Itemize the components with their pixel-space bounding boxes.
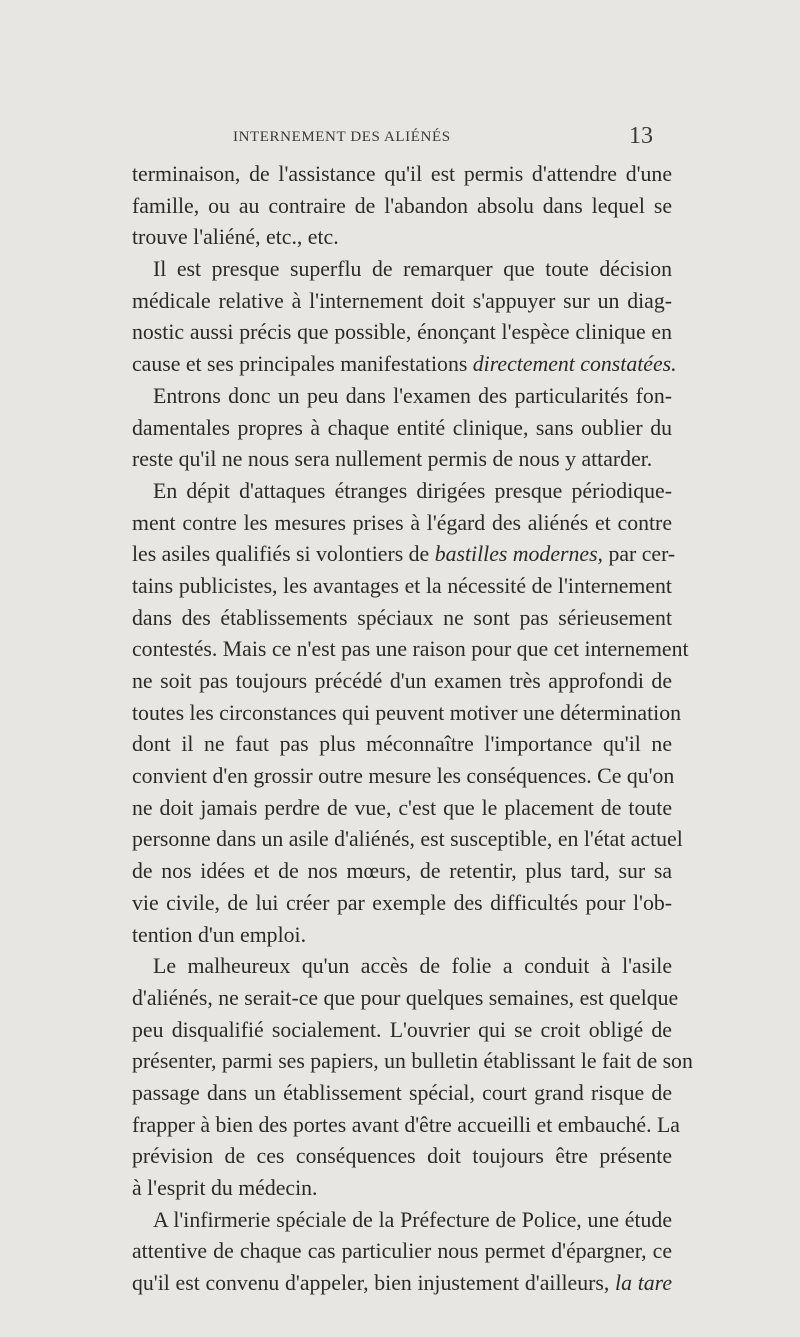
text-segment: ne doit jamais perdre de vue, c'est que le placement de toute [132,795,672,820]
text-segment: ne soit pas toujours précédé d'un examen très approfondi de [132,669,672,693]
text-line [132,983,679,1015]
running-title: INTERNEMENT DES ALIÉNÉS [233,129,451,145]
text-line [132,286,672,318]
text-line [132,856,672,888]
text-segment: trouve l'aliéné, etc., etc. [132,225,339,250]
text-segment: prévision de ces conséquences doit toujours être présente [132,1144,672,1169]
text-segment: présenter, parmi ses papiers, un bulletin établissant le fait de son [132,1049,693,1074]
text-line [132,666,672,698]
text-line [132,1110,680,1142]
text-line [132,824,683,856]
text-line [132,920,672,952]
text-line [132,951,672,983]
page-header [233,123,653,157]
text-segment: à l'esprit du médecin. [132,1176,318,1200]
text-line [132,191,672,223]
text-line [132,571,672,603]
italic-text: directement constatées. [472,352,677,377]
text-segment: attentive de chaque cas particulier nous permet d'épargner, ce [132,1239,672,1264]
italic-text: bastilles modernes, [434,542,603,567]
text-line [132,1141,672,1173]
text-segment: ment contre les mesures prises à l'égard des aliénés et contre [132,510,672,535]
text-line [132,634,689,666]
text-segment: terminaison, de l'assistance qu'il est permis d'attendre d'une [132,162,672,186]
text-segment: peu disqualifié socialement. L'ouvrier qui se croit obligé de [132,1017,672,1042]
text-segment: Entrons donc un peu dans l'examen des particularités fon- [153,383,672,408]
text-segment: vie civile, de lui créer par exemple des difficultés pour l'ob- [132,890,672,915]
text-segment: qu'il est convenu d'appeler, bien injustement d'ailleurs, [132,1271,616,1296]
text-line [132,1173,672,1205]
text-segment: frapper à bien des portes avant d'être accueilli et embauché. La [132,1112,680,1137]
text-line [132,539,676,571]
text-line [132,222,672,254]
text-line [132,698,681,730]
text-line [132,729,672,761]
text-segment: nostic aussi précis que possible, énonçant l'espèce clinique en [132,320,672,345]
text-segment: convient d'en grossir outre mesure les conséquences. Ce qu'on [132,764,675,789]
text-segment: de nos idées et de nos mœurs, de retentir, plus tard, sur sa [132,859,672,884]
text-line [132,1236,672,1268]
text-line [132,349,677,381]
text-segment: Il est presque superflu de remarquer que toute décision [153,257,672,282]
text-line [132,159,672,191]
body-text [132,159,693,1300]
text-segment: les asiles qualifiés si volontiers de [132,542,435,567]
text-line [132,508,672,540]
text-line [132,1078,672,1110]
text-line [132,888,672,920]
text-segment: reste qu'il ne nous sera nullement permis de nous y attarder. [132,447,653,472]
text-segment: tention d'un emploi. [132,922,307,947]
text-segment: dont il ne faut pas plus méconnaître l'importance qu'il ne [132,732,672,757]
text-line [132,761,675,793]
text-segment: toutes les circonstances qui peuvent motiver une détermination [132,700,681,725]
text-segment: médicale relative à l'internement doit s'appuyer sur un diag- [132,288,672,313]
text-line [132,1015,672,1047]
text-line [132,254,672,286]
text-segment: damentales propres à chaque entité clinique, sans oublier du [132,415,672,440]
text-line [132,1046,693,1078]
text-line [132,1268,672,1300]
text-segment: famille, ou au contraire de l'abandon absolu dans lequel se [132,193,672,218]
italic-text: la tare [615,1271,672,1296]
text-segment: dans des établissements spéciaux ne sont pas sérieusement [132,605,672,630]
text-segment: tains publicistes, les avantages et la nécessité de l'internement [132,573,672,598]
text-segment: d'aliénés, ne serait-ce que pour quelques semaines, est quelque [132,985,679,1010]
text-segment: Le malheureux qu'un accès de folie a conduit à l'asile [153,954,672,979]
page-number: 13 [629,123,653,149]
text-line [132,381,672,413]
text-line [132,603,672,635]
text-line [132,793,672,825]
text-line [132,317,672,349]
text-line [132,413,672,445]
text-segment: par cer- [603,542,676,567]
text-segment: passage dans un établissement spécial, court grand risque de [132,1080,672,1105]
text-line [132,476,672,508]
text-segment: En dépit d'attaques étranges dirigées presque périodique- [153,478,672,503]
text-line [132,1205,672,1237]
text-segment: A l'infirmerie spéciale de la Préfecture de Police, une étude [153,1207,672,1232]
text-segment: personne dans un asile d'aliénés, est susceptible, en l'état actuel [132,827,683,852]
text-line [132,444,672,476]
text-segment: contestés. Mais ce n'est pas une raison pour que cet internement [132,637,689,662]
text-segment: cause et ses principales manifestations [132,352,473,377]
